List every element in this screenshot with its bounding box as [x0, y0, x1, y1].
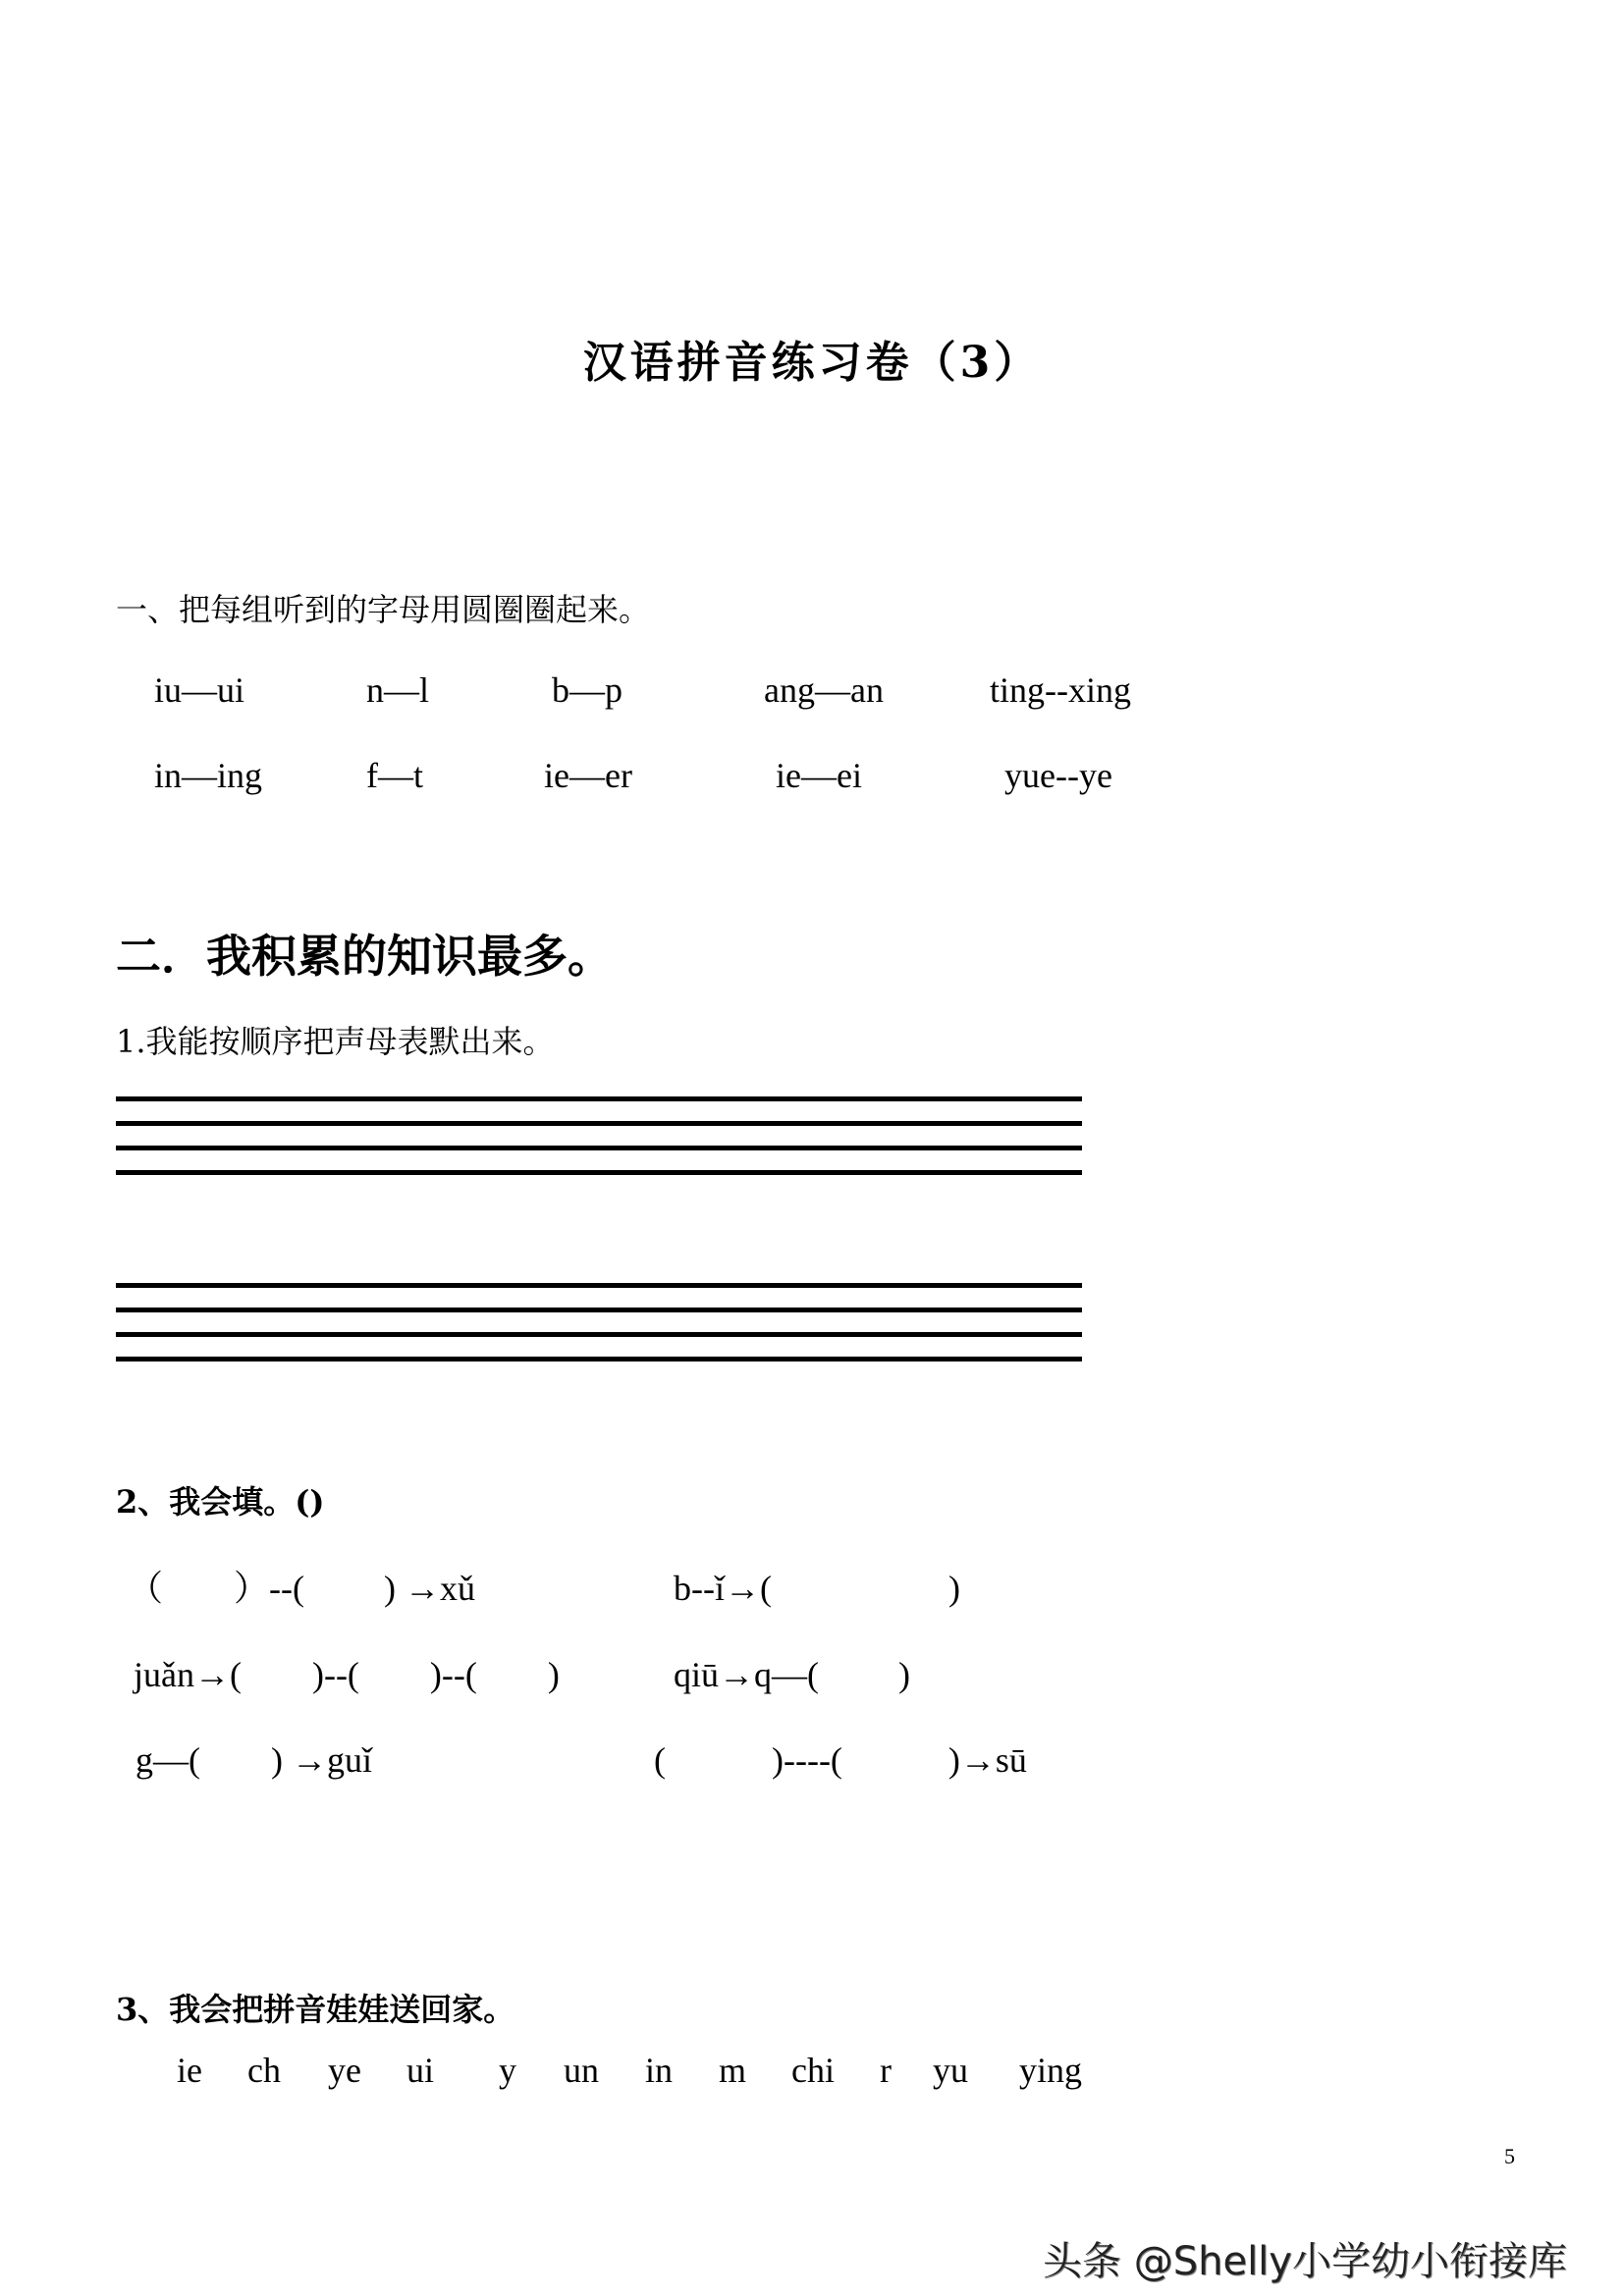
fill-item: qiū→q—( ) [674, 1655, 910, 1694]
letter-pair: f—t [366, 756, 423, 795]
syllable: m [719, 2051, 747, 2090]
watermark: 头条 @Shelly小学幼小衔接库 [1043, 2239, 1567, 2284]
writing-line [116, 1146, 1082, 1150]
writing-line [116, 1121, 1082, 1126]
syllable: in [645, 2051, 674, 2090]
letter-pair: ang—an [764, 670, 884, 710]
syllable: chi [791, 2051, 835, 2090]
syllable: ch [247, 2051, 281, 2090]
writing-line [116, 1170, 1082, 1175]
letter-pair: ie—er [544, 756, 632, 795]
page-number: 5 [1504, 2144, 1515, 2168]
syllable: ye [328, 2051, 361, 2090]
syllable: ie [177, 2051, 202, 2090]
section2-heading: 二．我积累的知识最多。 [116, 930, 613, 983]
letter-pair: ie—ei [776, 756, 862, 795]
section1-heading: 一、把每组听到的字母用圆圈圈起来。 [116, 591, 651, 628]
letter-pair: yue--ye [1004, 756, 1112, 795]
fill-item: juǎn→( )--( )--( ) [134, 1655, 560, 1694]
letter-pair: n—l [366, 670, 430, 710]
syllable: r [880, 2051, 892, 2090]
fill-item: ( )----( )→sū [654, 1740, 1027, 1780]
page-title: 汉语拼音练习卷（3） [582, 338, 1042, 388]
writing-line [116, 1357, 1082, 1362]
writing-line [116, 1096, 1082, 1101]
syllable: y [499, 2051, 516, 2090]
fill-item: （ ）--( ) →xǔ [128, 1569, 475, 1608]
writing-line [116, 1308, 1082, 1312]
writing-line [116, 1332, 1082, 1337]
letter-pair: in—ing [154, 756, 263, 795]
letter-pair: b—p [552, 670, 623, 710]
writing-line [116, 1283, 1082, 1288]
letter-pair: ting--xing [990, 670, 1131, 710]
fill-item: b--ǐ→( ) [674, 1569, 960, 1608]
syllable: ui [406, 2051, 435, 2090]
question2-label: 2、我会填。() [116, 1483, 325, 1521]
syllable: yu [933, 2051, 968, 2090]
question1-label: 1.我能按顺序把声母表默出来。 [116, 1023, 555, 1060]
question3-label: 3、我会把拼音娃娃送回家。 [116, 1991, 515, 2028]
fill-item: g—( ) →guǐ [135, 1740, 372, 1780]
syllable: ying [1019, 2051, 1083, 2090]
letter-pair: iu—ui [154, 670, 245, 710]
syllable: un [564, 2051, 599, 2090]
